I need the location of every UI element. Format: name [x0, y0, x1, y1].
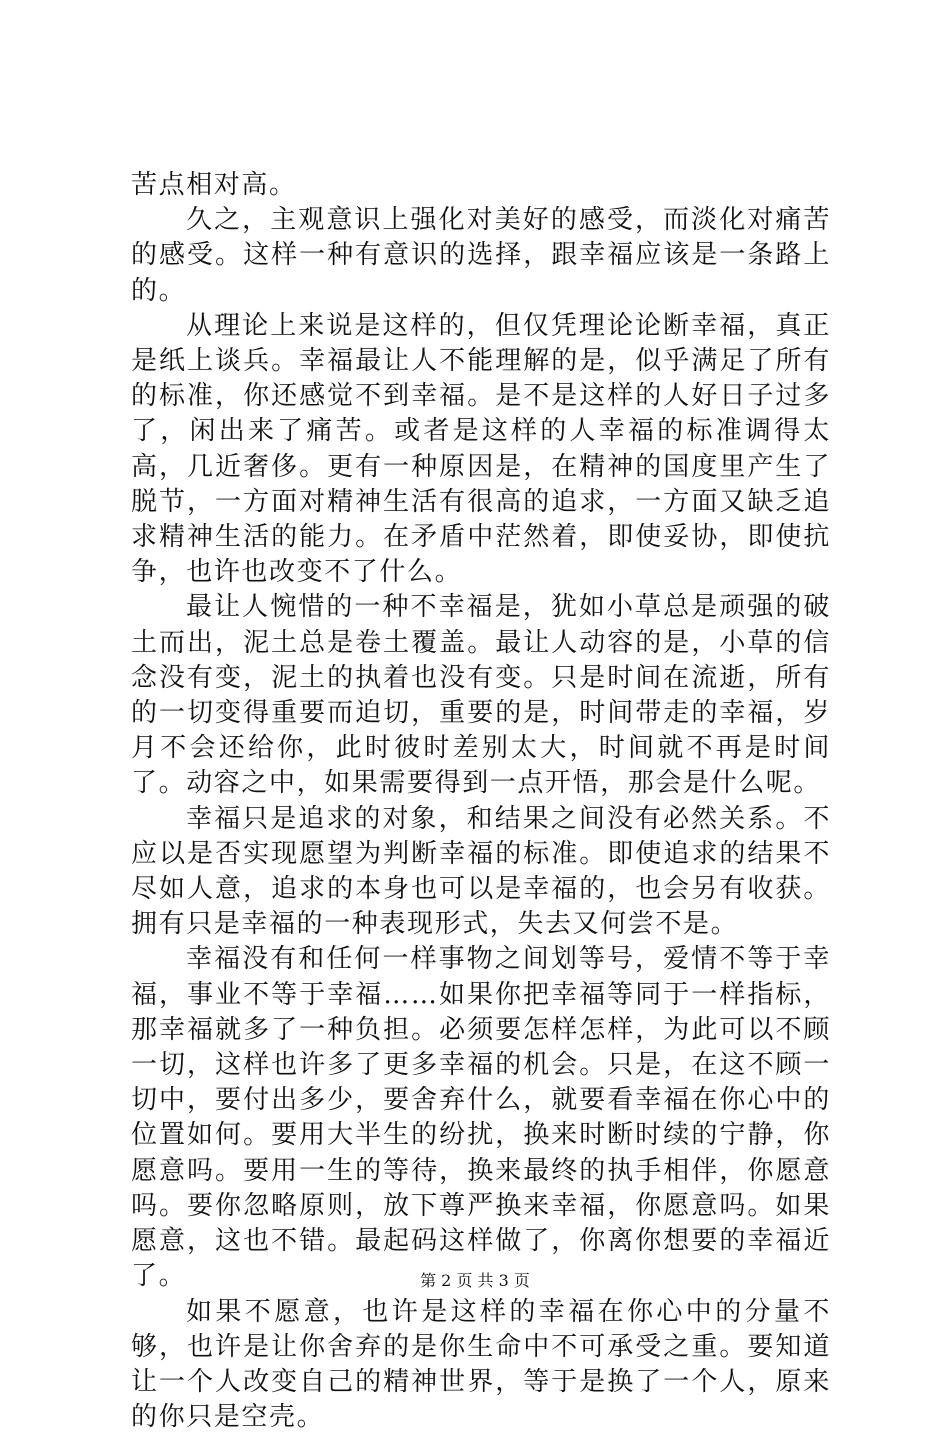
paragraph-1: 苦点相对高。 — [131, 168, 831, 203]
document-body — [131, 168, 831, 1435]
paragraph-5: 幸福只是追求的对象，和结果之间没有必然关系。不应以是否实现愿望为判断幸福的标准。即使追求的结果不尽如人意，追求的本身也可以是幸福的，也会另有收获。拥有只是幸福的一种表现形式，失去又何尝不是。 — [131, 802, 831, 943]
page-footer — [0, 1271, 950, 1291]
page-number-label: 第 2 页 共 3 页 — [420, 1271, 530, 1290]
paragraph-4: 最让人惋惜的一种不幸福是，犹如小草总是顽强的破土而出，泥土总是卷土覆盖。最让人动容的是，小草的信念没有变，泥土的执着也没有变。只是时间在流逝，所有的一切变得重要而迫切，重要的是，时间带走的幸福，岁月不会还给你，此时彼时差别太大，时间就不再是时间了。动容之中，如果需要得到一点开悟，那会是什么呢。 — [131, 590, 831, 801]
paragraph-6: 幸福没有和任何一样事物之间划等号，爱情不等于幸福，事业不等于幸福……如果你把幸福等同于一样指标，那幸福就多了一种负担。必须要怎样怎样，为此可以不顾一切，这样也许多了更多幸福的机会。只是，在这不顾一切中，要付出多少，要舍弃什么，就要看幸福在你心中的位置如何。要用大半生的纷扰，换来时断时续的宁静，你愿意吗。要用一生的等待，换来最终的执手相伴，你愿意吗。要你忽略原则，放下尊严换来幸福，你愿意吗。如果愿意，这也不错。最起码这样做了，你离你想要的幸福近了。 — [131, 942, 831, 1294]
paragraph-7: 如果不愿意，也许是这样的幸福在你心中的分量不够，也许是让你舍弃的是你生命中不可承受之重。要知道让一个人改变自己的精神世界，等于是换了一个人，原来的你只是空壳。 — [131, 1295, 831, 1435]
paragraph-2: 久之，主观意识上强化对美好的感受，而淡化对痛苦的感受。这样一种有意识的选择，跟幸福应该是一条路上的。 — [131, 203, 831, 309]
paragraph-3: 从理论上来说是这样的，但仅凭理论论断幸福，真正是纸上谈兵。幸福最让人不能理解的是，似乎满足了所有的标准，你还感觉不到幸福。是不是这样的人好日子过多了，闲出来了痛苦。或者是这样的人幸福的标准调得太高，几近奢侈。更有一种原因是，在精神的国度里产生了脱节，一方面对精神生活有很高的追求，一方面又缺乏追求精神生活的能力。在矛盾中茫然着，即使妥协，即使抗争，也许也改变不了什么。 — [131, 309, 831, 591]
